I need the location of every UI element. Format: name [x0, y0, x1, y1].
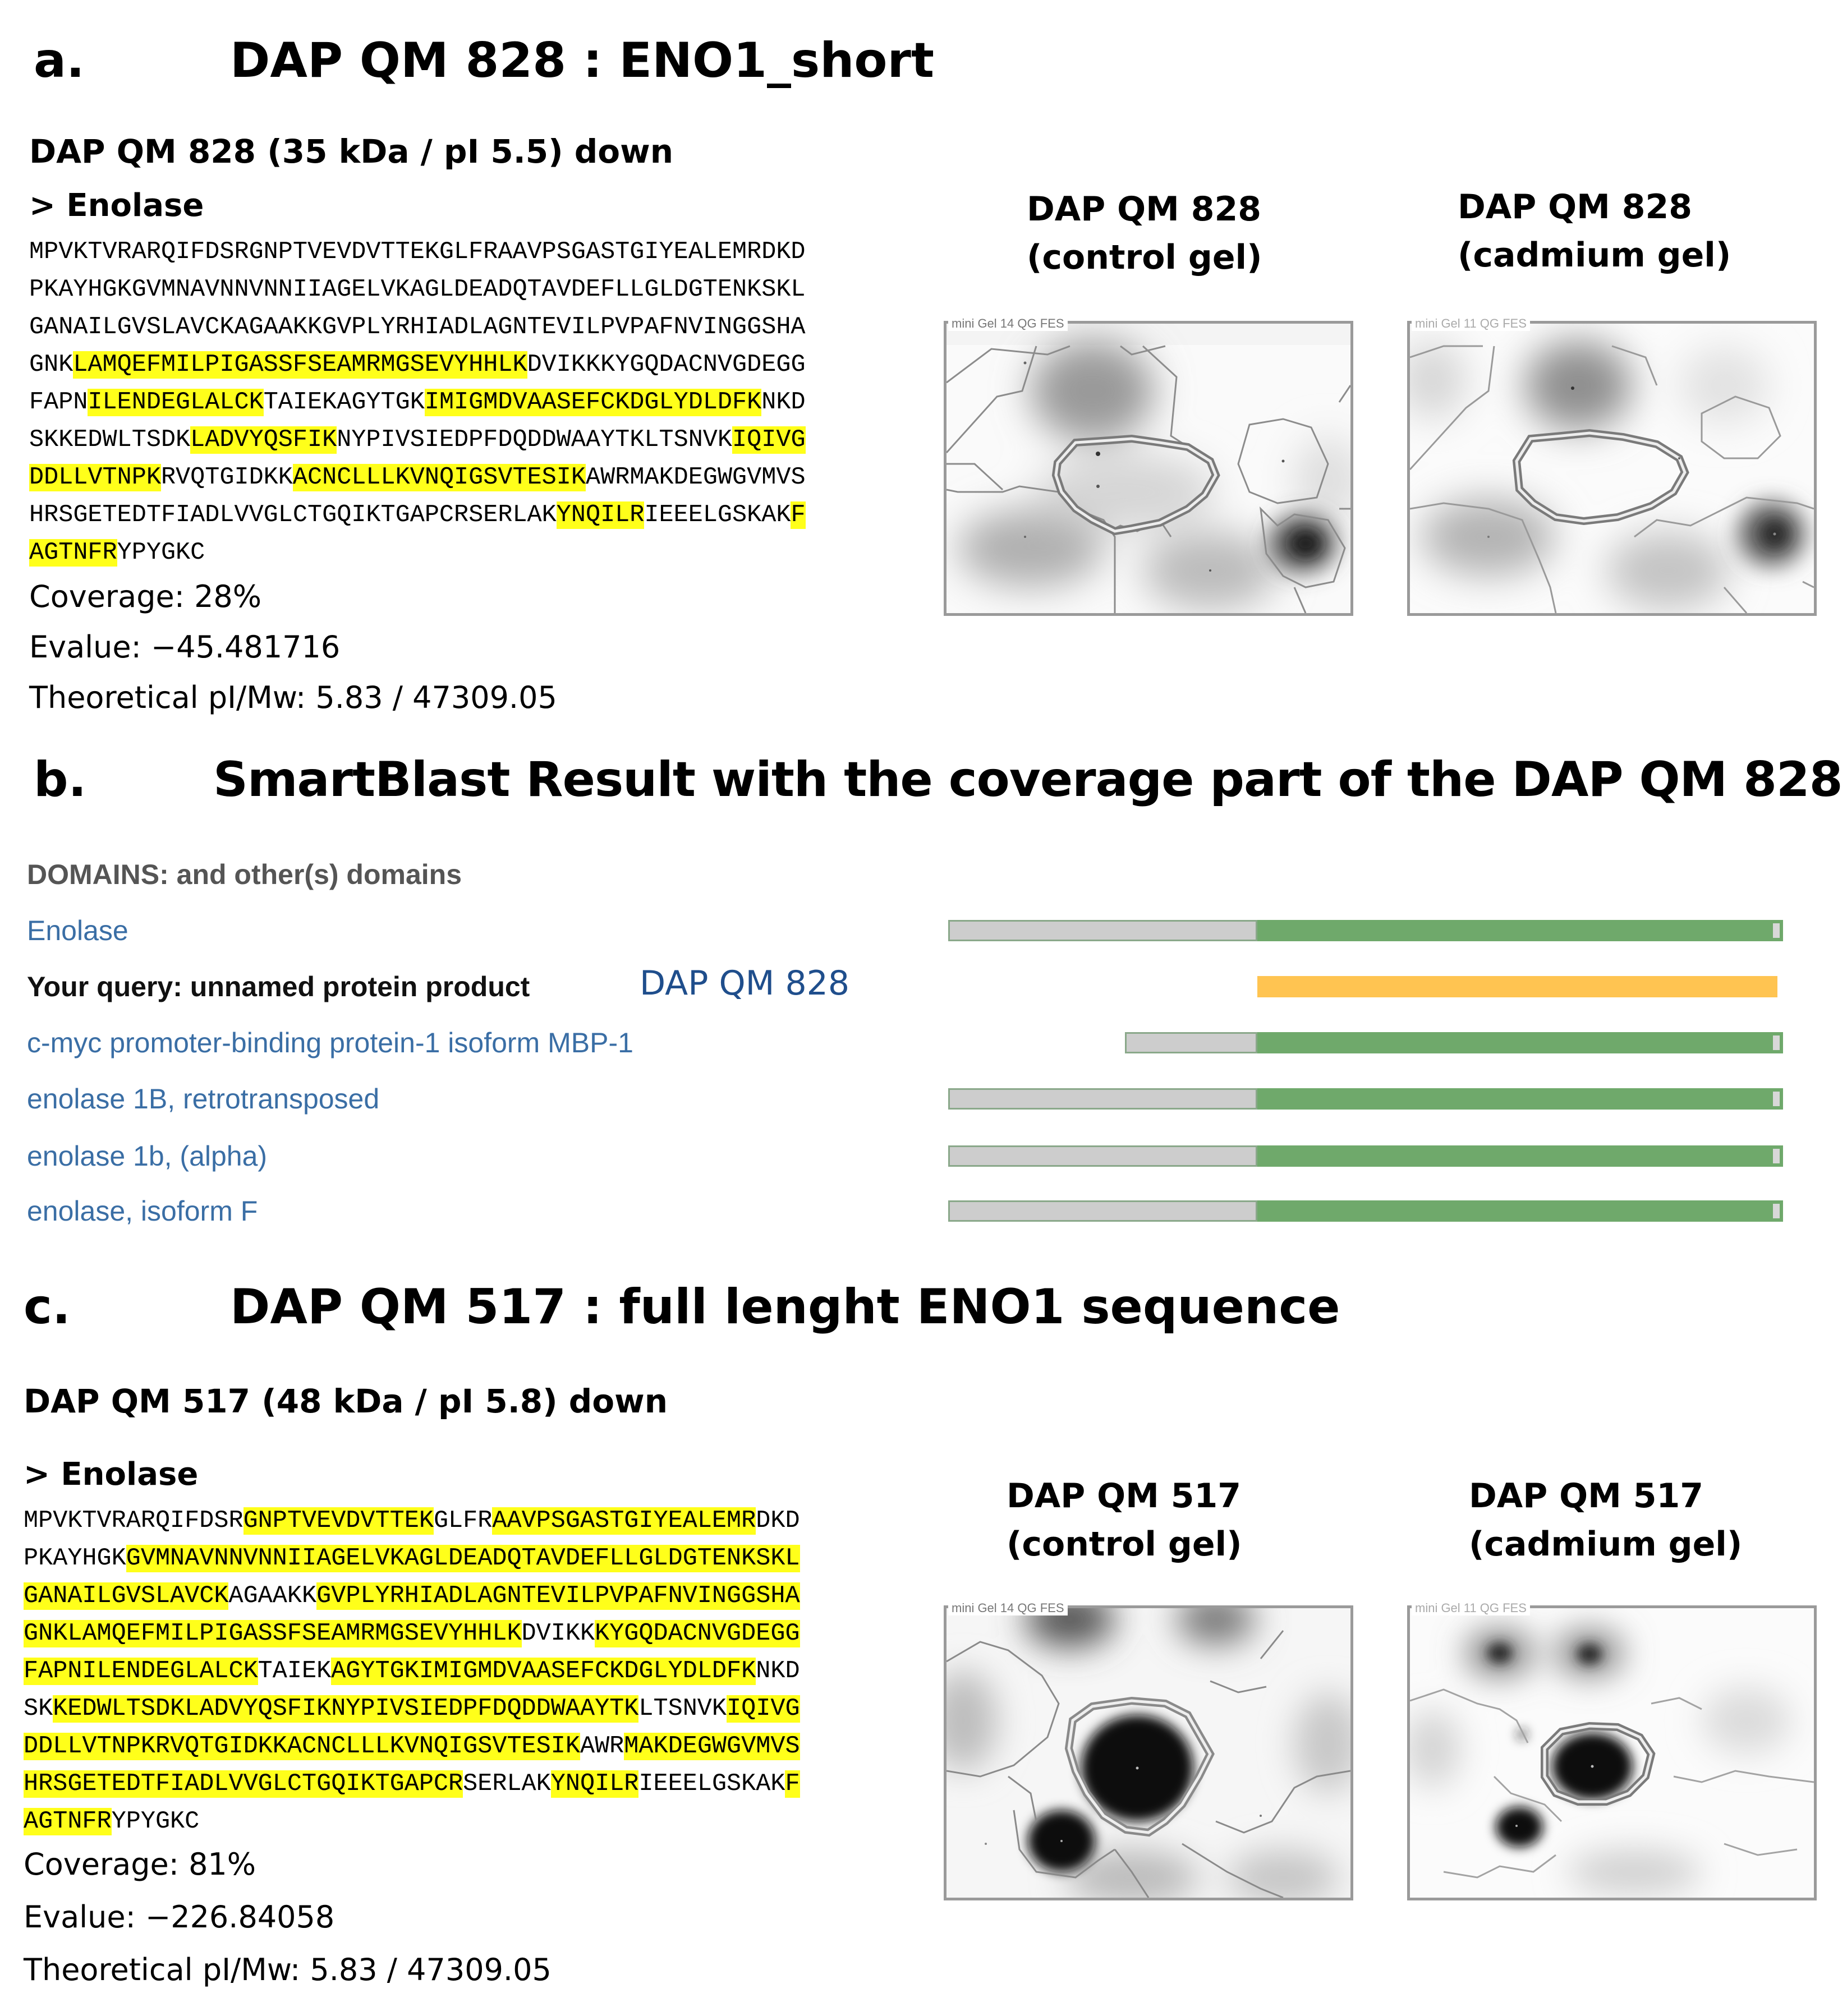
panel-a-gel-control-caption: mini Gel 14 QG FES — [948, 316, 1068, 331]
panel-c-gel-cadmium-image — [1407, 1605, 1817, 1900]
sequence-line — [29, 534, 806, 572]
panel-c-gel-cadmium-caption: mini Gel 11 QG FES — [1412, 1601, 1530, 1615]
matched-peptide: FAPNILENDEGLALCK — [24, 1658, 258, 1685]
matched-peptide: AGYTGKIMIGMDVAASEFCKDGLYDLDFK — [331, 1658, 756, 1685]
panel-a-title: DAP QM 828 : ENO1_short — [230, 33, 935, 89]
matched-peptide: IQIVG — [732, 426, 806, 454]
sequence-segment: RVQTGIDKK — [160, 464, 293, 491]
blast-hit-link[interactable]: c-myc promoter-binding protein-1 isoform MBP-1 — [27, 1027, 633, 1058]
panel-a-letter: a. — [34, 33, 85, 89]
blast-aligned-bar — [1257, 920, 1783, 941]
sequence-line — [24, 1765, 800, 1803]
sequence-segment: TAIEK — [258, 1658, 332, 1685]
sequence-line — [29, 421, 806, 459]
sequence-segment: SKKEDWLTSDK — [29, 426, 191, 454]
blast-aligned-bar — [1257, 1088, 1783, 1110]
panel-c-gel-control-label — [1007, 1472, 1242, 1568]
sequence-segment: GNK — [29, 351, 73, 379]
blast-bar-end-cap — [1773, 1035, 1780, 1050]
sequence-line — [24, 1803, 800, 1840]
panel-b-title: SmartBlast Result with the coverage part of the DAP QM 828 — [213, 752, 1843, 808]
blast-bar-end-cap — [1773, 923, 1780, 938]
panel-c-letter: c. — [24, 1279, 71, 1335]
blast-unaligned-bar — [1125, 1032, 1257, 1053]
sequence-line — [29, 346, 806, 384]
blast-domains-header: DOMAINS: and other(s) domains — [27, 859, 462, 890]
sequence-segment: NKD — [756, 1658, 800, 1685]
blast-hit-link[interactable]: enolase 1B, retrotransposed — [27, 1083, 380, 1115]
blast-aligned-bar — [1257, 1200, 1783, 1222]
sequence-line — [29, 271, 806, 309]
panel-c-seq-header: > Enolase — [24, 1456, 199, 1493]
panel-a-coverage: Coverage: 28% — [29, 579, 262, 614]
panel-c-evalue: Evalue: −226.84058 — [24, 1899, 335, 1935]
blast-bar-end-cap — [1773, 1149, 1780, 1163]
sequence-segment: HRSGETEDTFIADLVVGLCTGQIKTGAPCRSERLAK — [29, 501, 557, 529]
panel-a-gel-cadmium-label — [1458, 183, 1731, 279]
gel-label-line: DAP QM 828 — [1027, 190, 1261, 229]
matched-peptide: F — [785, 1770, 800, 1798]
panel-c-gel-control-caption: mini Gel 14 QG FES — [948, 1601, 1068, 1615]
sequence-line — [29, 233, 806, 271]
matched-peptide: MAKDEGWGVMVS — [624, 1733, 800, 1760]
blast-query-bar — [1257, 976, 1777, 997]
sequence-line — [24, 1540, 800, 1577]
sequence-segment: NKD — [761, 389, 806, 416]
sequence-segment: SK — [24, 1695, 53, 1723]
matched-peptide: GVMNAVNNVNNIIAGELVKAGLDEADQTAVDEFLLGLDGTENKSKL — [126, 1545, 800, 1572]
matched-peptide: HRSGETEDTFIADLVVGLCTGQIKTGAPCR — [24, 1770, 463, 1798]
sequence-segment: DKD — [756, 1507, 800, 1535]
matched-peptide: AGTNFR — [29, 539, 117, 567]
sequence-segment: IEEELGSKAK — [638, 1770, 785, 1798]
panel-a-seq-header: > Enolase — [29, 187, 204, 224]
sequence-segment: GANAILGVSLAVCKAGAAKKGVPLYRHIADLAGNTEVILPVPAFNVINGGSHA — [29, 314, 806, 341]
sequence-segment: AWRMAKDEGWGVMVS — [586, 464, 806, 491]
sequence-line — [29, 496, 806, 534]
sequence-line — [29, 459, 806, 496]
sequence-line — [24, 1615, 800, 1653]
sequence-segment: TAIEKAGYTGK — [263, 389, 425, 416]
blast-hit-link[interactable]: enolase 1b, (alpha) — [27, 1140, 268, 1172]
panel-b-letter: b. — [34, 752, 87, 808]
panel-a-sequence — [29, 233, 806, 572]
matched-peptide: YNQILR — [550, 1770, 639, 1798]
panel-a-gel-control-label — [1027, 185, 1262, 282]
matched-peptide: IQIVG — [727, 1695, 800, 1723]
sequence-line — [29, 384, 806, 421]
gel-label-line: (control gel) — [1027, 238, 1262, 277]
blast-unaligned-bar — [948, 1200, 1257, 1222]
sequence-segment: LTSNVK — [638, 1695, 727, 1723]
matched-peptide: GVPLYRHIADLAGNTEVILPVPAFNVINGGSHA — [316, 1582, 800, 1610]
gel-label-line: (cadmium gel) — [1469, 1525, 1743, 1564]
matched-peptide: AGTNFR — [24, 1808, 112, 1835]
panel-a-gel-cadmium-image — [1407, 321, 1817, 616]
blast-unaligned-bar — [948, 1088, 1257, 1110]
matched-peptide: GANAILGVSLAVCK — [24, 1582, 229, 1610]
matched-peptide: KEDWLTSDKLADVYQSFIKNYPIVSIEDPFDQDDWAAYTK — [53, 1695, 639, 1723]
sequence-segment: AWR — [580, 1733, 624, 1760]
blast-query-tag: DAP QM 828 — [640, 964, 850, 1003]
sequence-segment: PKAYHGKGVMNAVNNVNNIIAGELVKAGLDEADQTAVDEFLLGLDGTENKSKL — [29, 276, 806, 303]
blast-aligned-bar — [1257, 1145, 1783, 1167]
sequence-segment: DVIKK — [521, 1620, 595, 1647]
sequence-line — [24, 1653, 800, 1690]
blast-unaligned-bar — [948, 1145, 1257, 1167]
sequence-line — [24, 1728, 800, 1765]
panel-a-gel-cadmium-caption: mini Gel 11 QG FES — [1412, 316, 1530, 331]
panel-c-gel-cadmium-label — [1469, 1472, 1742, 1568]
sequence-line — [24, 1502, 800, 1540]
blast-bar-end-cap — [1773, 1092, 1780, 1106]
panel-c-title: DAP QM 517 : full lenght ENO1 sequence — [230, 1279, 1340, 1335]
sequence-segment: SERLAK — [463, 1770, 551, 1798]
panel-c-theoretical: Theoretical pI/Mw: 5.83 / 47309.05 — [24, 1952, 552, 1987]
matched-peptide: ACNCLLLKVNQIGSVTESIK — [292, 464, 586, 491]
matched-peptide: F — [791, 501, 806, 529]
matched-peptide: YNQILR — [556, 501, 645, 529]
sequence-segment: FAPN — [29, 389, 88, 416]
panel-a-gel-control-image — [944, 321, 1353, 616]
sequence-segment: IEEELGSKAK — [644, 501, 791, 529]
panel-a-subtitle: DAP QM 828 (35 kDa / pI 5.5) down — [29, 132, 674, 171]
matched-peptide: IMIGMDVAASEFCKDGLYDLDFK — [424, 389, 762, 416]
sequence-segment: DVIKKKYGQDACNVGDEGG — [527, 351, 806, 379]
blast-aligned-bar — [1257, 1032, 1783, 1053]
gel-label-line: DAP QM 517 — [1007, 1476, 1241, 1516]
panel-c-gel-control-image — [944, 1605, 1353, 1900]
blast-hit-link[interactable]: enolase, isoform F — [27, 1195, 258, 1227]
gel-label-line: (control gel) — [1007, 1525, 1242, 1564]
panel-c-sequence — [24, 1502, 800, 1840]
panel-c-subtitle: DAP QM 517 (48 kDa / pI 5.8) down — [24, 1382, 668, 1420]
sequence-segment: AGAAKK — [228, 1582, 317, 1610]
blast-unaligned-bar — [948, 920, 1257, 941]
panel-c-coverage: Coverage: 81% — [24, 1847, 256, 1882]
sequence-segment: YPYGKC — [117, 539, 205, 567]
sequence-line — [29, 309, 806, 346]
blast-bar-end-cap — [1773, 1204, 1780, 1218]
sequence-segment: MPVKTVRARQIFDSRGNPTVEVDVTTEKGLFRAAVPSGASTGIYEALEMRDKD — [29, 238, 806, 266]
matched-peptide: DDLLVTNPK — [29, 464, 161, 491]
matched-peptide: ILENDEGLALCK — [88, 389, 264, 416]
matched-peptide: GNKLAMQEFMILPIGASSFSEAMRMGSEVYHHLK — [24, 1620, 522, 1647]
panel-a-theoretical: Theoretical pI/Mw: 5.83 / 47309.05 — [29, 680, 557, 715]
matched-peptide: LADVYQSFIK — [190, 426, 337, 454]
blast-query-label: Your query: unnamed protein product — [27, 971, 530, 1002]
matched-peptide: AAVPSGASTGIYEALEMR — [492, 1507, 756, 1535]
matched-peptide: DDLLVTNPKRVQTGIDKKACNCLLLKVNQIGSVTESIK — [24, 1733, 580, 1760]
matched-peptide: KYGQDACNVGDEGG — [595, 1620, 800, 1647]
gel-label-line: DAP QM 828 — [1458, 187, 1692, 227]
gel-label-line: (cadmium gel) — [1458, 236, 1731, 275]
matched-peptide: GNPTVEVDVTTEK — [243, 1507, 434, 1535]
sequence-line — [24, 1690, 800, 1728]
panel-a-evalue: Evalue: −45.481716 — [29, 629, 341, 665]
sequence-segment: YPYGKC — [111, 1808, 200, 1835]
sequence-line — [24, 1577, 800, 1615]
sequence-segment: NYPIVSIEDPFDQDDWAAYTKLTSNVK — [337, 426, 733, 454]
matched-peptide: LAMQEFMILPIGASSFSEAMRMGSEVYHHLK — [73, 351, 527, 379]
blast-hit-link[interactable]: Enolase — [27, 915, 128, 946]
sequence-segment: GLFR — [433, 1507, 493, 1535]
sequence-segment: PKAYHGK — [24, 1545, 126, 1572]
gel-label-line: DAP QM 517 — [1469, 1476, 1703, 1516]
sequence-segment: MPVKTVRARQIFDSR — [24, 1507, 243, 1535]
